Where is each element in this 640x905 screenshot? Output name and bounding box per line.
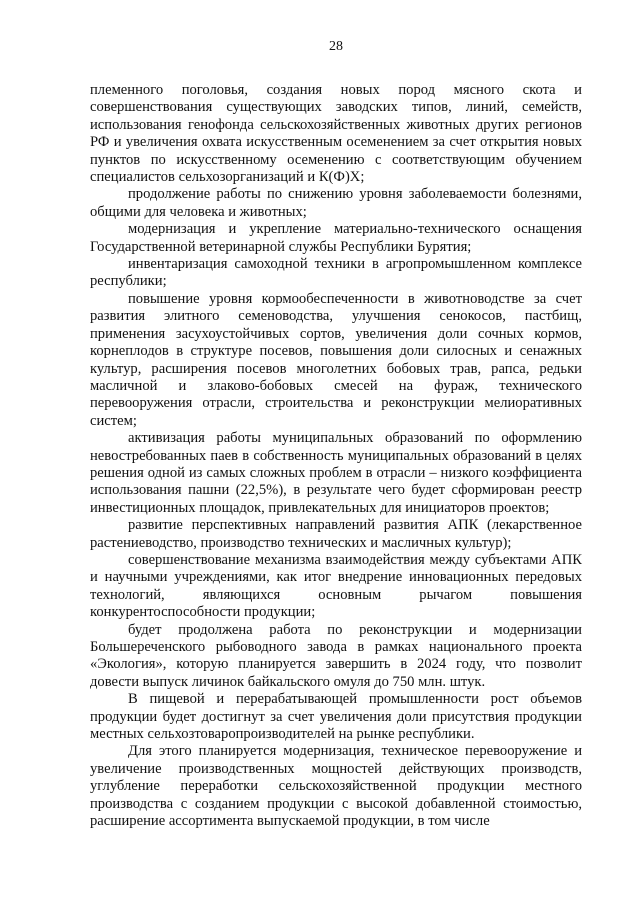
paragraph-8: совершенствование механизма взаимодействия между субъектами АПК и научными учреждениями, как итог внедрение инновационных передовых технологий, являющихся основным рычагом повышения конкурентоспособности продукции; xyxy=(90,551,582,621)
paragraph-2: продолжение работы по снижению уровня заболеваемости болезнями, общими для человека и животных; xyxy=(90,186,582,220)
paragraph-4: инвентаризация самоходной техники в агропромышленном комплексе республики; xyxy=(90,256,582,290)
paragraph-6: активизация работы муниципальных образований по оформлению невостребованных паев в собственность муниципальных образований в целях решения одной из самых сложных проблем в отрасли – низкого коэффициента использования пашни (22,5%), в результате чего будет сформирован реестр инвестиционных площадок, привлекательных для инициаторов проектов; xyxy=(90,430,582,516)
paragraph-11: Для этого планируется модернизация, техническое перевооружение и увеличение производственных мощностей действующих производств, углубление переработки сельскохозяйственной продукции местного производства с созданием продукции с высокой добавленной стоимостью, расширение ассортимента выпускаемой продукции, в том числе xyxy=(90,743,582,830)
paragraph-10: В пищевой и перерабатывающей промышленности рост объемов продукции будет достигнут за счет увеличения доли присутствия продукции местных сельхозтоваропроизводителей на рынке республики. xyxy=(90,691,582,743)
document-page xyxy=(90,0,582,905)
paragraph-5: повышение уровня кормообеспеченности в животноводстве за счет развития элитного семеноводства, улучшения сенокосов, пастбищ, применения засухоустойчивых сортов, увеличения доли сочных кормов, корнеплодов в структуре посевов, повышения доли силосных и сенажных культур, расширения посевов многолетних бобовых трав, рапса, редьки масличной и злаково-бобовых смесей на фураж, технического перевооружения отрасли, строительства и реконструкции мелиоративных систем; xyxy=(90,290,582,429)
paragraph-1: племенного поголовья, создания новых пород мясного скота и совершенствования существующих заводских типов, линий, семейств, использования генофонда сельскохозяйственных животных других регионов РФ и увеличения охвата искусственным осеменением за счет открытия новых пунктов по искусственному осеменению с соответствующим обучением специалистов сельхозорганизаций и К(Ф)Х; xyxy=(90,82,582,186)
paragraph-3: модернизация и укрепление материально-технического оснащения Государственной ветеринарной службы Республики Бурятия; xyxy=(90,221,582,255)
page-number: 28 xyxy=(329,39,343,54)
paragraph-7: развитие перспективных направлений развития АПК (лекарственное растениеводство, производство технических и масличных культур); xyxy=(90,517,582,551)
paragraph-9: будет продолжена работа по реконструкции и модернизации Большереченского рыбоводного завода в рамках национального проекта «Экология», которую планируется завершить в 2024 году, что позволит довести выпуск личинок байкальского омуля до 750 млн. штук. xyxy=(90,621,582,690)
body-text xyxy=(90,82,582,830)
